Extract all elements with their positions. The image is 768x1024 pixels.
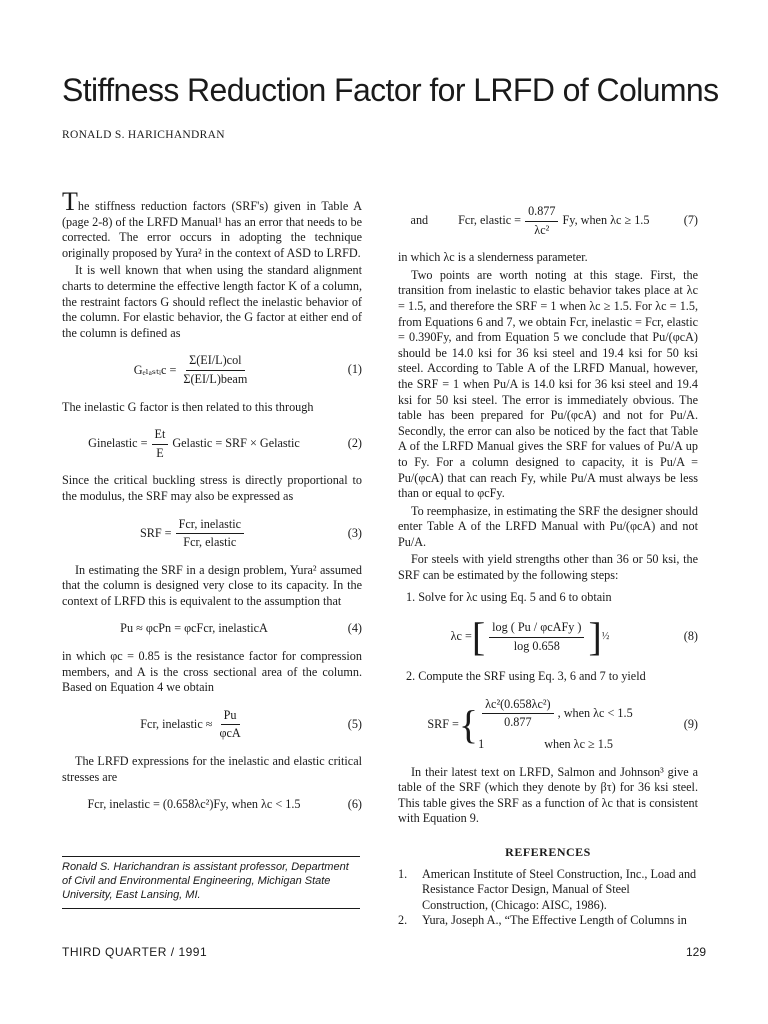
- equation-9: SRF = { $\frac{\text{λc²(0.658λc²)}}{0.877}$ , when λc < 1.5 1 when λc ≥ 1.5 (9): [427, 696, 698, 752]
- issue-footer: THIRD QUARTER / 1991: [62, 945, 208, 959]
- step-1: 1. Solve for λc using Eq. 5 and 6 to obtain: [406, 589, 612, 604]
- equation-3: SRF = $\frac{\text{Fcr, inelastic}}{\text{Fcr, elastic}}$ (3): [139, 516, 362, 550]
- equation-8: λc = [ $\frac{\text{log ( Pu / φcAFy )}}{\log 0.658}$ ] ½ (8): [450, 614, 698, 660]
- reference-item: 1. American Institute of Steel Construction, Inc., Load and Resistance Factor Design, Manual of Steel Construction, (Chicago: AISC, 1986).: [398, 866, 697, 912]
- paragraph: It is well known that when using the standard alignment charts to determine the effective length factor K of a column, the restraint factors G should reflect the inelastic behavior of the column. For elastic behavior, the G factor at either end of the column is defined as: [62, 263, 362, 340]
- footnote-divider: [62, 908, 360, 909]
- fraction: $\frac{\text{Σ(EI/L)col}}{\text{Σ(EI/L)beam}}$: [183, 353, 248, 386]
- bracket-left: [: [471, 614, 486, 660]
- paragraph: In estimating the SRF in a design problem, Yura² assumed that the column is designed very close to its capacity. In the context of LRFD this is equivalent to the assumption that: [62, 562, 362, 608]
- article-title: Stiffness Reduction Factor for LRFD of Columns: [62, 72, 719, 108]
- equation-number: (9): [683, 716, 698, 731]
- paragraph: The LRFD expressions for the inelastic and elastic critical stresses are: [62, 754, 362, 784]
- paragraph: To reemphasize, in estimating the SRF the designer should enter Table A of the LRFD Manual with Pu/(φcA) and not Pu/A.: [398, 503, 698, 549]
- equation-number: (6): [347, 797, 362, 812]
- paragraph: The inelastic G factor is then related to this through: [62, 399, 314, 414]
- author-footnote: Ronald S. Harichandran is assistant professor, Department of Civil and Environmental Engineering, Michigan State University, East Lansing, MI.: [62, 861, 349, 901]
- equation-5: Fcr, inelastic ≈ $\frac{Pu}{\text{φcA}}$ (5): [140, 707, 362, 741]
- paragraph: in which φc = 0.85 is the resistance factor for compression members, and A is the cross sectional area of the column. Based on Equation 4 we obtain: [62, 649, 362, 695]
- author-name: RONALD S. HARICHANDRAN: [62, 129, 225, 141]
- equation-number: (8): [683, 629, 698, 644]
- references-heading: REFERENCES: [505, 845, 591, 859]
- intro-paragraph: The stiffness reduction factors (SRF's) given in Table A (page 2-8) of the LRFD Manual¹ has an error that needs to be corrected. The error occurs in adopting the technique originally proposed by Yura² in the context of ASD to LRFD.: [62, 187, 362, 260]
- page-number: 129: [685, 945, 706, 959]
- exponent: ½: [601, 631, 610, 643]
- drop-cap: T: [62, 187, 78, 216]
- fraction: $\frac{\text{λc²(0.658λc²)}}{0.877}$: [482, 697, 553, 731]
- equation-number: (4): [347, 621, 362, 636]
- fraction: $\frac{\text{log ( Pu / φcAFy )}}{\log 0.658}$: [489, 620, 584, 654]
- fraction: $\frac{Et}{E}$: [152, 427, 169, 461]
- paragraph: In their latest text on LRFD, Salmon and Johnson³ give a table of the SRF (which they denote by βτ) for 36 ksi steel. This table gives the SRF as a function of λc that is consistent with Equation 9.: [398, 764, 698, 826]
- fraction: $\frac{0.877}{\text{λc²}}$: [525, 204, 558, 238]
- equation-number: (5): [347, 717, 362, 732]
- bracket-right: ]: [588, 614, 602, 660]
- equation-number: (3): [347, 525, 362, 540]
- fraction: $\frac{\text{Fcr, inelastic}}{\text{Fcr, elastic}}$: [176, 517, 244, 551]
- equation-6: Fcr, inelastic = (0.658λc²)Fy, when λc < 1.5 (6): [87, 797, 362, 812]
- right-column: [398, 204, 698, 929]
- brace-left: {: [458, 701, 479, 747]
- paragraph: in which λc is a slenderness parameter.: [398, 250, 588, 265]
- footnote-divider: [62, 856, 360, 857]
- paragraph: Two points are worth noting at this stage. First, the transition from inelastic to elastic behavior takes place at λc = 1.5, and therefore the SRF = 1 when λc ≥ 1.5. For λc = 1.5, from Equations 6 and 7, we obtain Fcr, inelastic = Fcr, elastic = 0.390Fy, and from Equation 5 we conclude that Pu/(φcA) should be 14.0 ksi for 36 ksi steel and 19.4 ksi for 50 ksi steel. According to Table A of the LRFD Manual, however, the SRF = 1 when Pu/A is 14.0 ksi for 36 ksi steel and 19.4 ksi for 50 ksi steel. The error is immediately obvious. The table has been prepared for Pu/(φcA) and not for Pu/A. Secondly, the error can also be noticed by the fact that Table A of the LRFD Manual gives the SRF for values of Pu/A up to Fy. For a column designed to capacity, it is Pu/A = Pu/(φcA) that can reach Fy, while Pu/A must always be less than or equal to φcFy.: [398, 267, 698, 501]
- equation-4: Pu ≈ φcPn = φcFcr, inelasticA (4): [120, 621, 362, 636]
- equation-1: Gₑₗₐₛₜᵢc = $\frac{\text{Σ(EI/L)col}}{\text{Σ(EI/L)beam}}$ (1): [133, 353, 362, 386]
- cases: $\frac{\text{λc²(0.658λc²)}}{0.877}$ , when λc < 1.5 1 when λc ≥ 1.5: [478, 696, 633, 752]
- equation-number: (1): [347, 362, 362, 377]
- left-column: [62, 187, 362, 825]
- equation-number: (7): [683, 213, 698, 228]
- fraction: $\frac{Pu}{\text{φcA}}$: [219, 707, 241, 741]
- step-2: 2. Compute the SRF using Eq. 3, 6 and 7 to yield: [406, 669, 646, 684]
- reference-item: 2. Yura, Joseph A., “The Effective Length of Columns in: [398, 913, 687, 928]
- equation-number: (2): [347, 436, 362, 451]
- paragraph: For steels with yield strengths other than 36 or 50 ksi, the SRF can be estimated by the following steps:: [398, 552, 698, 583]
- equation-2: Ginelastic = $\frac{Et}{E}$ Gelastic = SRF × Gelastic (2): [88, 427, 362, 460]
- paragraph: Since the critical buckling stress is directly proportional to the modulus, the SRF may also be expressed as: [62, 473, 362, 503]
- equation-7: and Fcr, elastic = $\frac{0.877}{\text{λc²}}$ Fy, when λc ≥ 1.5 (7): [410, 204, 698, 237]
